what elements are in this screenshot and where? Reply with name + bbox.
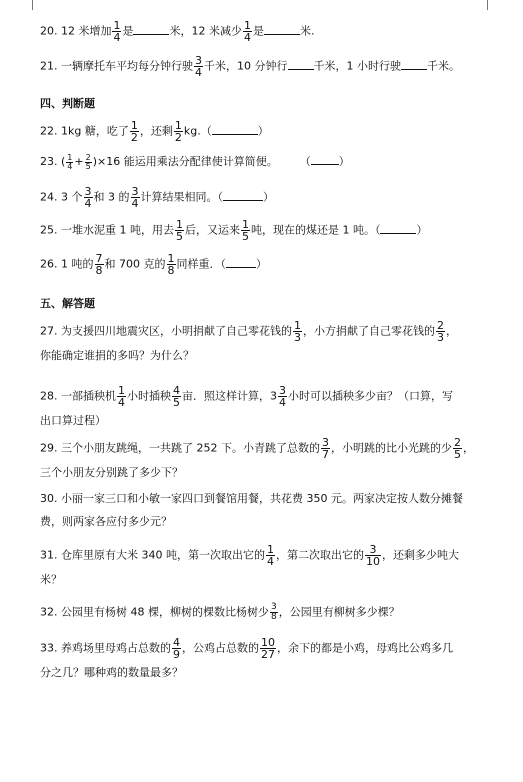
fraction: $\frac{1}{4}$ (118, 384, 125, 409)
question-30-line-2: 费，则两家各应付多少元？ (40, 515, 172, 528)
question-21: 21. 一辆摩托车平均每分钟行驶 $\frac{3}{4}$ 千米，10 分钟行 千米，1 小时行驶 千米。 (40, 54, 460, 79)
fraction: $\frac{2}{5}$ (453, 436, 461, 461)
answer-blank[interactable] (311, 153, 339, 165)
answer-blank[interactable] (226, 256, 256, 268)
q20-text: 20. 12 米增加 (40, 24, 112, 38)
crop-mark-right (487, 0, 498, 10)
question-30: 30. 小丽一家三口和小敏一家四口到餐馆用餐，共花费 350 元。两家决定按人数分摊餐 (40, 492, 463, 505)
fraction: $\frac{3}{4}$ (131, 185, 139, 210)
question-31-line-2: 米？ (40, 573, 62, 586)
question-29: 29. 三个小朋友跳绳，一共跳了 252 下。小青跳了总数的 $\frac{3}{7}$ ，小明跳的比小光跳的少 $\frac{2}{5}$ ， (40, 436, 474, 461)
question-28-line-2: 出口算过程） (40, 414, 106, 427)
question-29-line-2: 三个小朋友分别跳了多少下？ (40, 466, 183, 479)
question-27: 27. 为支援四川地震灾区，小明捐献了自己零花钱的 $\frac{1}{3}$ ，小方捐献了自己零花钱的 $\frac{2}{3}$ ， (40, 319, 457, 344)
fraction: $\frac{1}{2}$ (130, 119, 138, 144)
question-28: 28. 一部插秧机 $\frac{1}{4}$ 小时插秧 $\frac{4}{5}$ 亩．照这样计算，3 $\frac{3}{4}$ 小时可以插秧多少亩？（口算，写 (40, 384, 453, 409)
answer-blank[interactable] (264, 23, 300, 35)
fraction: $\frac{3}{4}$ (195, 54, 202, 79)
answer-blank[interactable] (288, 58, 314, 70)
fraction: $\frac{1}{4}$ (113, 19, 121, 44)
question-33-line-2: 分之几？哪种鸡的数量最多？ (40, 666, 183, 679)
fraction: $\frac{4}{9}$ (173, 636, 180, 661)
fraction: $\frac{1}{3}$ (294, 319, 301, 344)
question-31: 31. 仓库里原有大米 340 吨，第一次取出它的 $\frac{1}{4}$ ，第二次取出它的 $\frac{3}{10}$ ，还剩多少吨大 (40, 543, 459, 568)
question-32: 32. 公园里有杨树 48 棵，柳树的棵数比杨树少 $\frac{3}{8}$ ，公园里有柳树多少棵？ (40, 602, 400, 622)
fraction: $\frac{1}{2}$ (174, 119, 182, 144)
fraction: $\frac{7}{8}$ (95, 252, 103, 277)
question-27-line-2: 你能确定谁捐的多吗？为什么？ (40, 349, 194, 362)
fraction: $\frac{3}{10}$ (365, 543, 380, 568)
answer-blank[interactable] (133, 23, 169, 35)
fraction: $\frac{3}{4}$ (84, 185, 92, 210)
fraction: $\frac{1}{8}$ (167, 252, 175, 277)
question-24: 24. 3 个 $\frac{3}{4}$ 和 3 的 $\frac{3}{4}$ 计算结果相同。（ ） (40, 185, 274, 210)
answer-blank[interactable] (212, 123, 258, 135)
fraction: $\frac{1}{5}$ (241, 218, 249, 243)
answer-blank[interactable] (223, 189, 263, 201)
crop-mark-left (22, 0, 33, 10)
section-heading-solve: 五、解答题 (40, 297, 95, 310)
fraction: $\frac{3}{8}$ (270, 602, 277, 622)
fraction: $\frac{1}{4}$ (243, 19, 251, 44)
fraction: $\frac{2}{3}$ (437, 319, 444, 344)
fraction: $\frac{3}{4}$ (279, 384, 286, 409)
section-heading-judgement: 四、判断题 (40, 97, 95, 110)
question-20: 20. 12 米增加 $\frac{1}{4}$ 是 米，12 米减少 $\frac{1}{4}$ 是 米. (40, 19, 315, 44)
fraction: $\frac{1}{4}$ (266, 543, 274, 568)
question-33: 33. 养鸡场里母鸡占总数的 $\frac{4}{9}$ ，公鸡占总数的 $\frac{10}{27}$ ，余下的都是小鸡，母鸡比公鸡多几 (40, 636, 453, 661)
fraction: $\frac{4}{5}$ (173, 384, 180, 409)
fraction: $\frac{10}{27}$ (261, 636, 275, 661)
question-22: 22. 1kg 糖，吃了 $\frac{1}{2}$ ，还剩 $\frac{1}{2}$ kg.（ ） (40, 119, 269, 144)
fraction: $\frac{3}{7}$ (321, 436, 329, 461)
fraction: $\frac{2}{5}$ (85, 152, 91, 171)
answer-blank[interactable] (380, 222, 416, 234)
fraction: $\frac{1}{5}$ (175, 218, 183, 243)
question-26: 26. 1 吨的 $\frac{7}{8}$ 和 700 克的 $\frac{1}{8}$ 同样重．（ ） (40, 252, 267, 277)
question-25: 25. 一堆水泥重 1 吨，用去 $\frac{1}{5}$ 后，又运来 $\frac{1}{5}$ 吨，现在的煤还是 1 吨。（ ） (40, 218, 428, 243)
fraction: $\frac{1}{4}$ (67, 152, 73, 171)
question-23: 23. ( $\frac{1}{4}$ + $\frac{2}{5}$ )×16 能运用乘法分配律使计算简便。 （ ） (40, 152, 350, 171)
answer-blank[interactable] (401, 58, 427, 70)
